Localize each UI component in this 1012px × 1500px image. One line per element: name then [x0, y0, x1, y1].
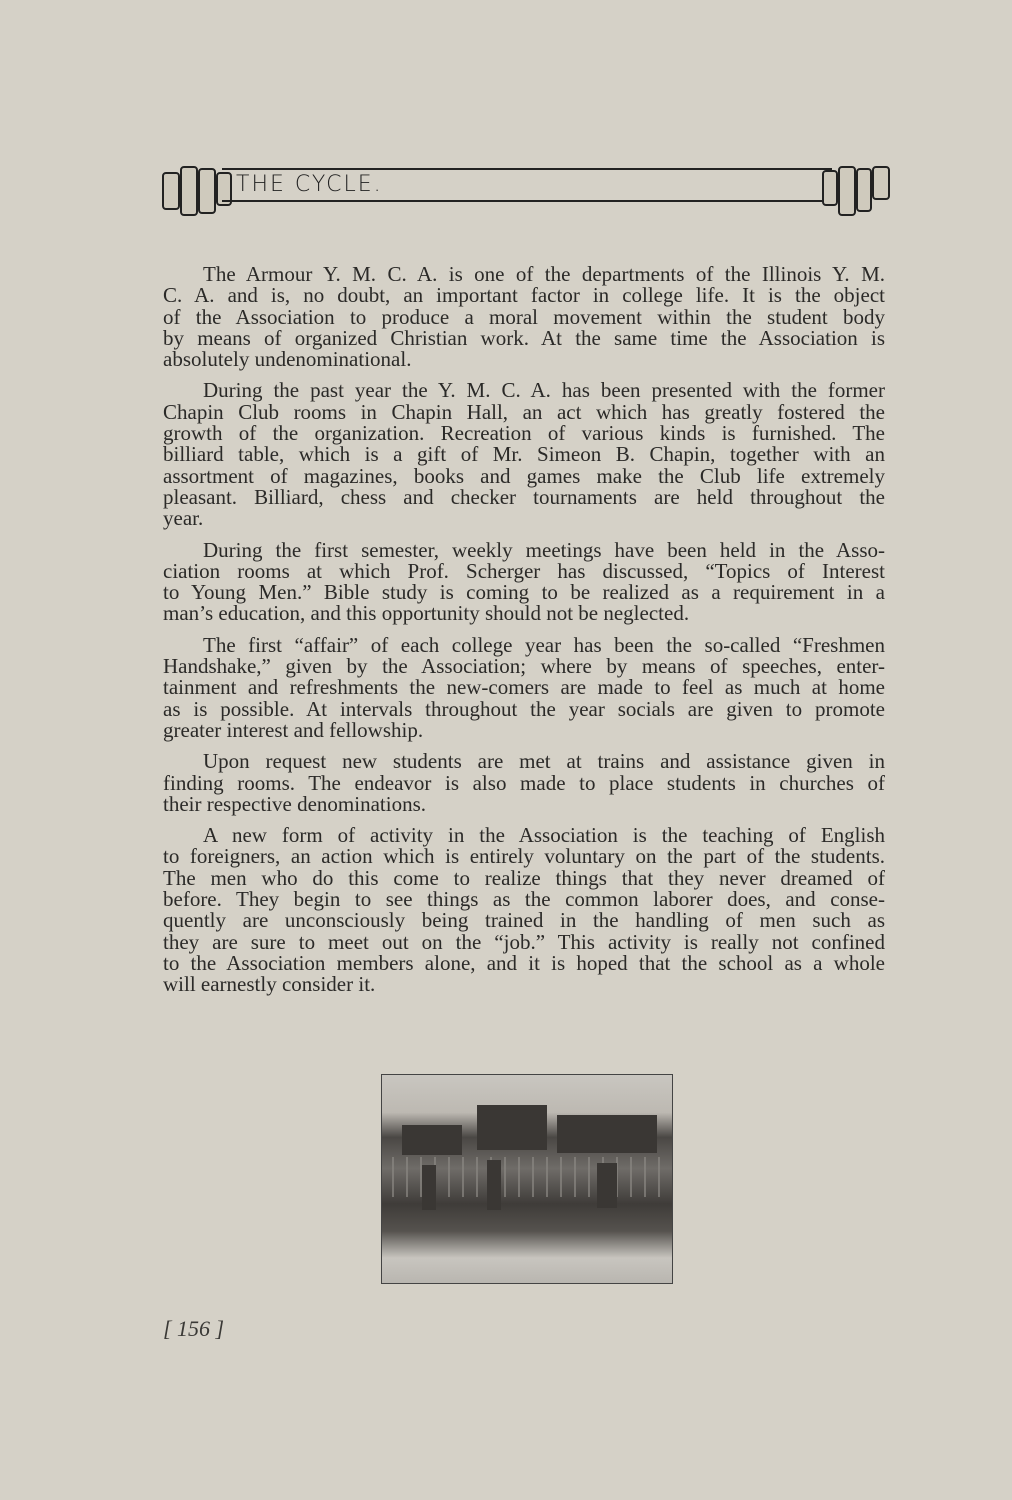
- text-line: billiard table, which is a gift of Mr. Simeon B. Chapin, together with an: [163, 442, 885, 467]
- paragraph: [163, 537, 885, 626]
- publication-title: THE CYCLE.: [236, 172, 383, 197]
- paragraph: [163, 751, 885, 815]
- text-line: greater interest and fellowship.: [163, 717, 424, 742]
- text-line: absolutely undenominational.: [163, 347, 412, 372]
- text-line: During the past year the Y. M. C. A. has been presented with the former: [203, 378, 885, 403]
- text-line: tainment and refreshments the new-comers are made to feel as much at home: [163, 675, 885, 700]
- text-line: growth of the organization. Recreation of various kinds is furnished. The: [163, 421, 885, 446]
- text-line: The first “affair” of each college year has been the so-called “Freshmen: [203, 632, 885, 657]
- text-line: will earnestly consider it.: [163, 972, 376, 997]
- text-line: quently are unconsciously being trained in the handling of men such as: [163, 908, 885, 933]
- photograph-students-outdoors: [381, 1074, 673, 1284]
- text-line: of the Association to produce a moral movement within the student body: [163, 304, 885, 329]
- text-line: pleasant. Billiard, chess and checker tournaments are held throughout the: [163, 484, 885, 509]
- text-line: Chapin Club rooms in Chapin Hall, an act which has greatly fostered the: [163, 399, 885, 424]
- paragraph: [163, 380, 885, 529]
- text-line: to foreigners, an action which is entirely voluntary on the part of the students.: [163, 844, 885, 869]
- paragraph: [163, 632, 885, 742]
- text-line: Handshake,” given by the Association; where by means of speeches, enter-: [163, 654, 885, 679]
- title-banner: [222, 168, 832, 202]
- paragraph: [163, 825, 885, 995]
- article-body: [163, 264, 885, 1006]
- page-number: [ 156 ]: [163, 1316, 225, 1341]
- text-line: as is possible. At intervals throughout the year socials are given to promote: [163, 696, 885, 721]
- right-ornament: [822, 164, 888, 216]
- text-line: before. They begin to see things as the common laborer does, and conse-: [163, 887, 885, 912]
- text-line: C. A. and is, no doubt, an important factor in college life. It is the object: [163, 283, 885, 308]
- text-line: by means of organized Christian work. At the same time the Association is: [163, 325, 885, 350]
- text-line: finding rooms. The endeavor is also made to place students in churches of: [163, 770, 885, 795]
- paragraph: [163, 264, 885, 370]
- text-line: their respective denominations.: [163, 791, 427, 816]
- text-line: to the Association members alone, and it is hoped that the school as a whole: [163, 950, 885, 975]
- page-header: [162, 164, 886, 216]
- text-line: they are sure to meet out on the “job.” This activity is really not confined: [163, 929, 885, 954]
- text-line: During the first semester, weekly meetings have been held in the Asso-: [203, 537, 885, 562]
- text-line: Upon request new students are met at trains and assistance given in: [203, 749, 885, 774]
- text-line: man’s education, and this opportunity should not be neglected.: [163, 601, 690, 626]
- text-line: A new form of activity in the Association is the teaching of English: [203, 823, 885, 848]
- text-line: ciation rooms at which Prof. Scherger has discussed, “Topics of Interest: [163, 558, 885, 583]
- text-line: assortment of magazines, books and games make the Club life extremely: [163, 463, 885, 488]
- text-line: to Young Men.” Bible study is coming to be realized as a requirement in a: [163, 580, 885, 605]
- text-line: The Armour Y. M. C. A. is one of the departments of the Illinois Y. M.: [203, 262, 885, 286]
- text-line: The men who do this come to realize things that they never dreamed of: [163, 865, 885, 890]
- text-line: year.: [163, 506, 204, 531]
